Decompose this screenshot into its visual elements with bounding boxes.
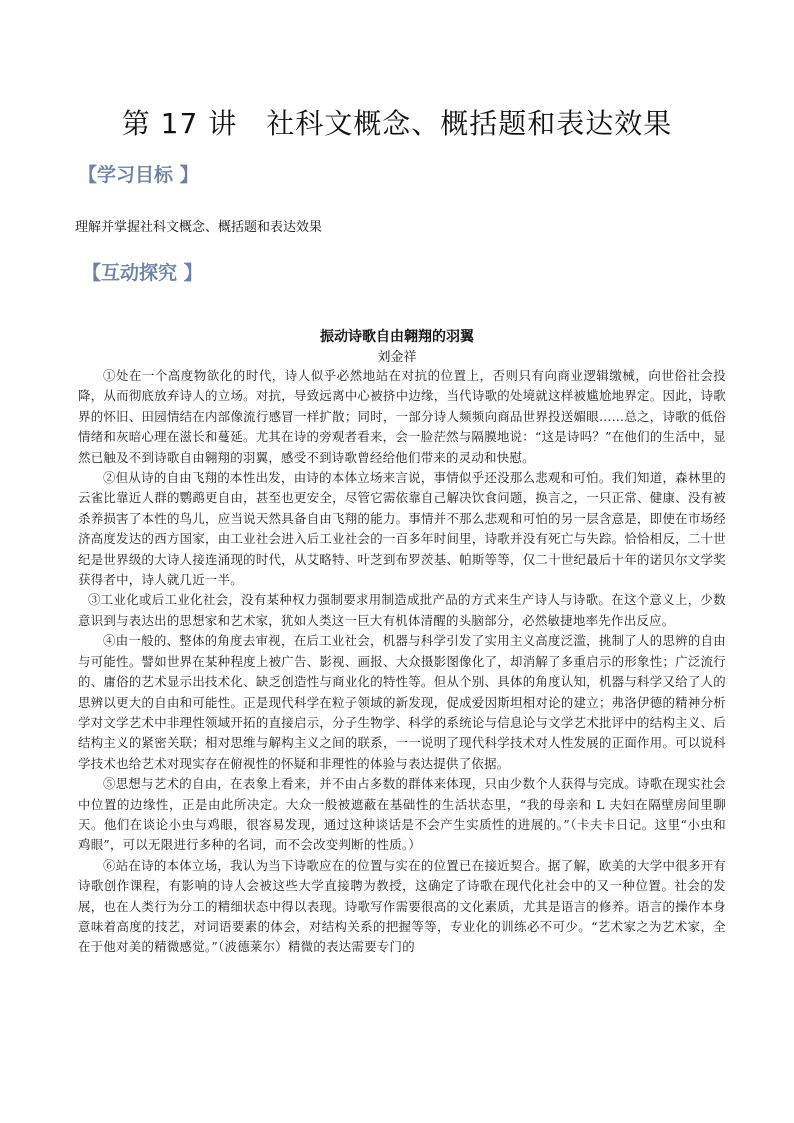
section-header-explore: 【互动探究 】 [82, 262, 203, 284]
paragraph-5: ⑤思想与艺术的自由，在表象上看来，并不由占多数的群体来体现，只由少数个人获得与完成。诗歌在现实社会中位置的边缘性，正是由此所决定。大众一般被遮蔽在基础性的生活状态里，“我的母亲和 L 夫妇在隔壁房间里聊天。他们在谈论小虫与鸡眼，很容易发现，通过这种谈话是不会产生实质性的进展的。”（卡夫卡日记。这里“小虫和鸡眼”，可以无限进行多种的名词，而不会改变判断的性质。） [78, 776, 726, 853]
paragraph-1: ①处在一个高度物欲化的时代，诗人似乎必然地站在对抗的位置上，否则只有向商业逻辑缴械，向世俗社会投降，从而彻底放弃诗人的立场。对抗，导致远离中心被挤中边缘，当代诗歌的处境就这样被尴尬地界定。因此，诗歌界的怀旧、田园情结在内部像流行感冒一样扩散；同时，一部分诗人频频向商品世界投送媚眼……总之，诗歌的低俗情绪和灰暗心理在滋长和蔓延。尤其在诗的旁观者看来，会一脸茫然与隔膜地说：“这是诗吗？”在他们的生活中，显然已触及不到诗歌自由翱翔的羽翼，感受不到诗歌曾经给他们带来的灵动和快慰。 [78, 368, 726, 465]
section-header-objectives: 【学习目标 】 [78, 164, 199, 186]
article-body [78, 366, 726, 958]
paragraph-3: ③工业化或后工业化社会，没有某种权力强制要求用制造成批产品的方式来生产诗人与诗歌。在这个意义上，少数意识到与表达出的思想家和艺术家，犹如人类这一巨大有机体清醒的头脑部分，必然敏捷地率先作出反应。 [78, 592, 726, 628]
paragraph-6: ⑥站在诗的本体立场，我认为当下诗歌应在的位置与实在的位置已在接近契合。据了解，欧美的大学中很多开有诗歌创作课程，有影响的诗人会被这些大学直接聘为教授，这确定了诗歌在现代化社会中的又一种位置。社会的发展，也在人类行为分工的精细状态中得以表现。诗歌写作需要很高的文化素质，尤其是语言的修养。语言的操作本身意味着高度的技艺，对词语要素的体会，对结构关系的把握等等，专业化的训练必不可少。“艺术家之为艺术家，全在于他对美的精微感觉。”（波德莱尔）精微的表达需要专门的 [78, 857, 726, 955]
paragraph-4: ④由一般的、整体的角度去审视，在后工业社会，机器与科学引发了实用主义高度泛滥，挑制了人的思辨的自由与可能性。譬如世界在某种程度上被广告、影视、画报、大众摄影图像化了，却消解了多重启示的形象性；广泛流行的、庸俗的艺术显示出技术化、缺乏创造性与商业化的特性等。但从个别、具体的角度认知，机器与科学又给了人的思辨以更大的自由和可能性。正是现代科学在粒子领域的新发现，促成爱因斯坦相对论的建立；弗洛伊德的精神分析学对文学艺术中非理性领域开拓的直接启示，分子生物学、科学的系统论与信息论与文学艺术批评中的结构主义、后结构主义的紧密关联；相对思维与解构主义之间的联系，一一说明了现代科学技术对人性发展的正面作用。可以说科学技术也给艺术对现实存在俯视性的怀疑和非理性的体验与表达提供了依据。 [78, 633, 726, 771]
page-title: 第 17 讲 社科文概念、概括题和表达效果 [121, 107, 673, 140]
article-title: 振动诗歌自由翱翔的羽翼 [320, 329, 474, 345]
paragraph-2: ②但从诗的自由飞翔的本性出发，由诗的本体立场来言说，事情似乎还没那么悲观和可怕。我们知道，森林里的云雀比靠近人群的鹦鹉更自由，甚至也更安全，尽管它需依靠自己解决饮食问题，换言之，一只正常、健康、没有被杀养损害了本性的鸟儿，应当说天然具备自由飞翔的能力。事情并不那么悲观和可怕的另一层含意是，即使在市场经济高度发达的西方国家，由工业社会进入后工业社会的一百多年时间里，诗歌并没有死亡与失踪。恰恰相反，二十世纪是世界级的大诗人接连涌现的时代，从艾略特、叶芝到布罗茨基、帕斯等等，仅二十世纪最后十年的诺贝尔文学奖获得者中，诗人就几近一半。 [78, 470, 726, 588]
article-author: 刘金祥 [377, 350, 417, 365]
objective-text: 理解并掌握社科文概念、概括题和表达效果 [75, 220, 323, 235]
